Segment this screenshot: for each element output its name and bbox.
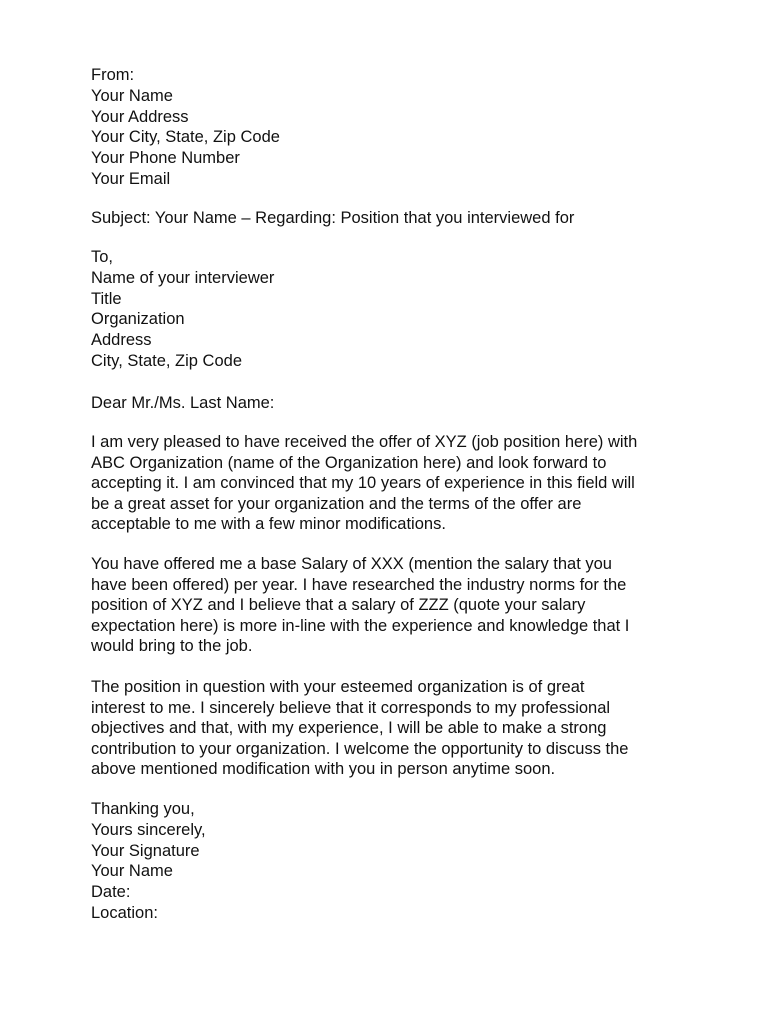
closing-thanks: Thanking you, xyxy=(91,800,195,818)
paragraph-line: ABC Organization (name of the Organization here) and look forward to xyxy=(91,453,607,472)
paragraph-line: accepting it. I am convinced that my 10 years of experience in this field will xyxy=(91,474,635,493)
paragraph-offer xyxy=(91,432,681,535)
paragraph-line: acceptable to me with a few minor modifications. xyxy=(91,515,446,534)
salutation: Dear Mr./Ms. Last Name: xyxy=(91,394,275,412)
closing-sincerely: Yours sincerely, xyxy=(91,820,206,839)
paragraph-line: I am very pleased to have received the offer of XYZ (job position here) with xyxy=(91,433,638,451)
recipient-title: Title xyxy=(91,289,122,308)
closing-name: Your Name xyxy=(91,862,173,881)
paragraph-interest xyxy=(91,677,681,780)
paragraph-line: expectation here) is more in-line with the experience and knowledge that I xyxy=(91,616,630,635)
paragraph-line: interest to me. I sincerely believe that it corresponds to my professional xyxy=(91,698,611,717)
sender-block xyxy=(91,65,691,190)
paragraph-line: above mentioned modification with you in person anytime soon. xyxy=(91,760,556,779)
paragraph-line: position of XYZ and I believe that a salary of ZZZ (quote your salary xyxy=(91,596,586,615)
paragraph-line: contribution to your organization. I welcome the opportunity to discuss the xyxy=(91,739,629,758)
closing-block xyxy=(91,799,691,924)
paragraph-line: You have offered me a base Salary of XXX (mention the salary that you xyxy=(91,555,612,573)
paragraph-line: would bring to the job. xyxy=(91,637,253,656)
subject-block xyxy=(91,208,691,229)
sender-phone: Your Phone Number xyxy=(91,149,240,168)
closing-date: Date: xyxy=(91,883,131,902)
sender-name: Your Name xyxy=(91,86,173,105)
closing-location: Location: xyxy=(91,903,158,922)
recipient-organization: Organization xyxy=(91,310,185,329)
paragraph-line: have been offered) per year. I have researched the industry norms for the xyxy=(91,575,627,594)
sender-email: Your Email xyxy=(91,169,171,188)
sender-address: Your Address xyxy=(91,107,189,126)
to-heading: To, xyxy=(91,248,114,266)
paragraph-line: objectives and that, with my experience, I will be able to make a strong xyxy=(91,719,607,738)
recipient-block xyxy=(91,247,691,372)
recipient-address: Address xyxy=(91,331,152,350)
subject-line: Subject: Your Name – Regarding: Position that you interviewed for xyxy=(91,209,575,227)
salutation-block xyxy=(91,393,691,414)
recipient-city-state-zip: City, State, Zip Code xyxy=(91,351,243,370)
paragraph-salary xyxy=(91,554,681,657)
paragraph-line: be a great asset for your organization and the terms of the offer are xyxy=(91,494,582,513)
paragraph-line: The position in question with your esteemed organization is of great xyxy=(91,678,585,696)
recipient-name: Name of your interviewer xyxy=(91,268,275,287)
closing-signature: Your Signature xyxy=(91,841,200,860)
from-heading: From: xyxy=(91,66,135,84)
sender-city-state-zip: Your City, State, Zip Code xyxy=(91,128,280,147)
